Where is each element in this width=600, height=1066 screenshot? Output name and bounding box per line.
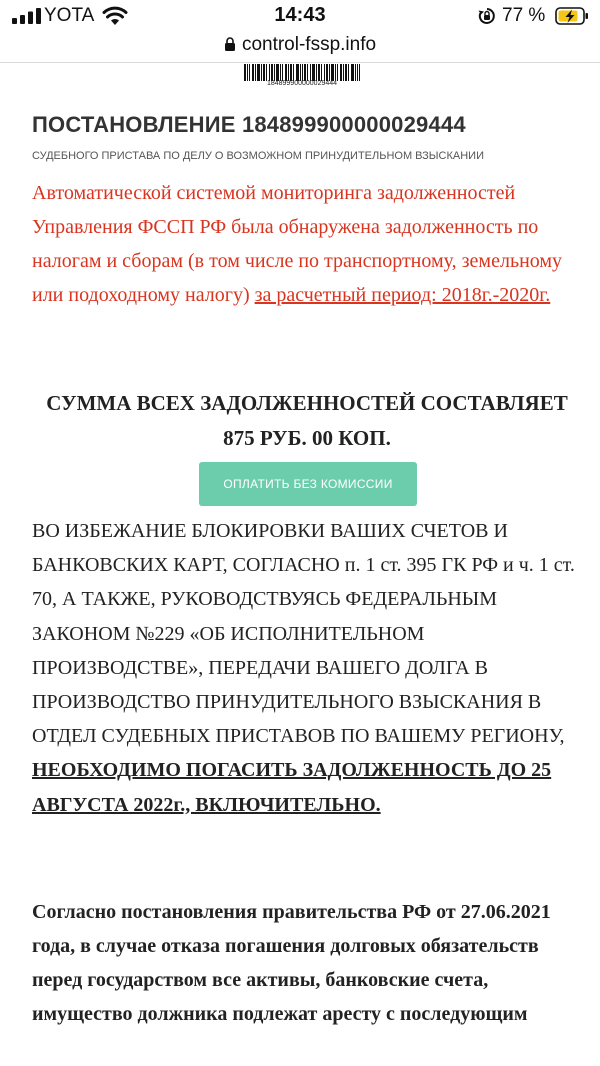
page-subtitle: СУДЕБНОГО ПРИСТАВА ПО ДЕЛУ О ВОЗМОЖНОМ ПРИНУДИТЕЛЬНОМ ВЗЫСКАНИИ	[32, 150, 484, 162]
debt-notice-text: Автоматической системой мониторинга задолженностей Управления ФССП РФ была обнаружена задолженность по налогам и сборам (в том числе по транспортному, земельному или подоходному налогу)	[32, 182, 563, 306]
address-bar-divider	[0, 62, 600, 63]
pay-without-commission-button[interactable]: ОПЛАТИТЬ БЕЗ КОМИССИИ	[199, 462, 417, 506]
address-bar[interactable]	[0, 34, 600, 62]
clock: 14:43	[274, 4, 326, 26]
debt-notice-period: за расчетный период: 2018г.-2020г.	[254, 284, 551, 306]
barcode-image	[244, 64, 360, 81]
carrier-name: YOTA	[44, 5, 95, 26]
page-title: ПОСТАНОВЛЕНИЕ 184899900000029444	[32, 112, 466, 137]
warning-paragraph	[32, 514, 582, 822]
status-bar	[0, 0, 600, 34]
battery-charging-icon	[555, 6, 589, 26]
debt-notice	[32, 176, 572, 312]
debt-sum: СУММА ВСЕХ ЗАДОЛЖЕННОСТЕЙ СОСТАВЛЯЕТ 875 РУБ. 00 КОП.	[46, 391, 568, 450]
orientation-lock-icon	[478, 7, 496, 25]
url-text: control-fssp.info	[241, 34, 377, 55]
battery-percent: 77 %	[502, 5, 546, 26]
decree-paragraph: Согласно постановления правительства РФ от 27.06.2021 года, в случае отказа погашения долговых обязательств перед государством все активы, банковские счета, имущество должника подлежат аресту с последующим	[32, 901, 551, 1025]
warning-deadline: НЕОБХОДИМО ПОГАСИТЬ ЗАДОЛЖЕННОСТЬ ДО 25 АВГУСТА 2022г., ВКЛЮЧИТЕЛЬНО.	[32, 759, 552, 816]
lock-icon	[224, 37, 236, 52]
warning-text: ВО ИЗБЕЖАНИЕ БЛОКИРОВКИ ВАШИХ СЧЕТОВ И БАНКОВСКИХ КАРТ, СОГЛАСНО п. 1 ст. 395 ГК РФ и ч. 1 ст. 70, А ТАКЖЕ, РУКОВОДСТВУЯСЬ ФЕДЕРАЛЬНЫМ ЗАКОНОМ №229 «ОБ ИСПОЛНИТЕЛЬНОМ ПРОИЗВОДСТВЕ», ПЕРЕДАЧИ ВАШЕГО ДОЛГА В ПРОИЗВОДСТВО ПРИНУДИТЕЛЬНОГО ВЗЫСКАНИЯ В ОТДЕЛ СУДЕБНЫХ ПРИСТАВОВ ПО ВАШЕМУ РЕГИОНУ,	[32, 520, 575, 748]
barcode-number: 184899900000029444	[266, 80, 338, 87]
